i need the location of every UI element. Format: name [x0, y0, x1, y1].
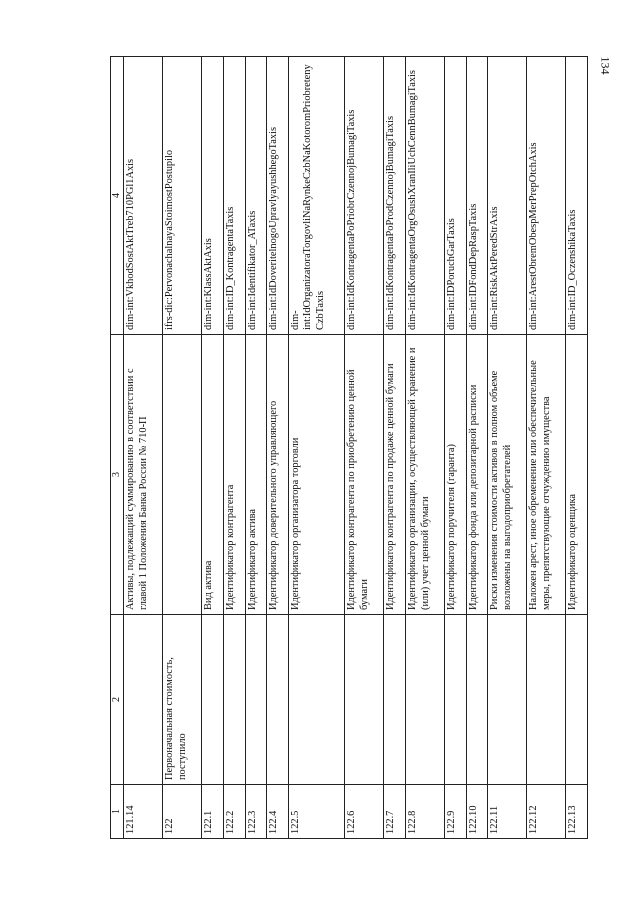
row-name-cell — [488, 615, 527, 785]
row-number-cell: 122.2 — [223, 785, 245, 839]
row-code-cell: dim-int:Identifikator_ATaxis — [245, 57, 267, 335]
rotated-table-wrapper — [110, 57, 588, 839]
row-description-cell: Идентификатор организации, осуществляющей хранение и (или) учет ценной бумаги — [405, 335, 444, 615]
row-number-cell: 121.14 — [124, 785, 163, 839]
row-name-cell: Первоначальная стоимость, поступило — [163, 615, 202, 785]
row-description-cell: Идентификатор контрагента по приобретению ценной бумаги — [345, 335, 384, 615]
row-code-cell: dim-int:ID_OczenshikaTaxis — [566, 57, 588, 335]
row-number-cell: 122.9 — [444, 785, 466, 839]
table-row — [245, 57, 267, 839]
table-row — [202, 57, 224, 839]
row-number-cell: 122.10 — [466, 785, 488, 839]
row-name-cell — [245, 615, 267, 785]
table-body — [124, 57, 588, 839]
row-name-cell — [405, 615, 444, 785]
row-code-cell: dim-int:IdOrganizatoraTorgovliNaRynkeCzbNaKotoromPriobretenyCzbTaxis — [288, 57, 345, 335]
row-number-cell: 122.6 — [345, 785, 384, 839]
table-row — [527, 57, 566, 839]
row-code-cell: dim-int:ArestObremObespMerPrepOtchAxis — [527, 57, 566, 335]
row-description-cell: Наложен арест, иное обременение или обеспечительные меры, препятствующие отчуждению имущества — [527, 335, 566, 615]
table-row — [488, 57, 527, 839]
row-name-cell — [384, 615, 406, 785]
row-name-cell — [267, 615, 289, 785]
page-number: 134 — [598, 56, 613, 75]
row-description-cell: Идентификатор фонда или депозитарной расписки — [466, 335, 488, 615]
table-row — [444, 57, 466, 839]
row-name-cell — [288, 615, 345, 785]
row-description-cell: Идентификатор оценщика — [566, 335, 588, 615]
table-row — [566, 57, 588, 839]
column-header: 4 — [111, 57, 124, 335]
row-description-cell: Идентификатор контрагента по продаже ценной бумаги — [384, 335, 406, 615]
row-name-cell — [202, 615, 224, 785]
row-number-cell: 122.3 — [245, 785, 267, 839]
row-code-cell: dim-int:IdDoveritelnogoUpravlyayushhegoTaxis — [267, 57, 289, 335]
table-row — [405, 57, 444, 839]
row-code-cell: dim-int:IDFondDepRaspTaxis — [466, 57, 488, 335]
row-number-cell: 122.1 — [202, 785, 224, 839]
row-code-cell: dim-int:IdKontragentaOrgOsushXranIliUchCennBumagiTaxis — [405, 57, 444, 335]
row-number-cell: 122.11 — [488, 785, 527, 839]
row-number-cell: 122.12 — [527, 785, 566, 839]
row-number-cell: 122.7 — [384, 785, 406, 839]
table-row — [267, 57, 289, 839]
row-code-cell: dim-int:ID_KontragentaTaxis — [223, 57, 245, 335]
row-name-cell — [223, 615, 245, 785]
row-code-cell: dim-int:IDPoruchGarTaxis — [444, 57, 466, 335]
row-number-cell: 122.13 — [566, 785, 588, 839]
row-description-cell: Активы, подлежащий суммированию в соответствии с главой 1 Положения Банка России № 710-П — [124, 335, 163, 615]
table-row — [288, 57, 345, 839]
column-header: 2 — [111, 615, 124, 785]
row-code-cell: dim-int:KlassAktAxis — [202, 57, 224, 335]
row-name-cell — [345, 615, 384, 785]
row-description-cell: Идентификатор актива — [245, 335, 267, 615]
row-description-cell: Риски изменения стоимости активов в полном объеме возложены на выгодоприобретателей — [488, 335, 527, 615]
row-number-cell: 122.5 — [288, 785, 345, 839]
row-code-cell: dim-int:RiskAktPeredStrAxis — [488, 57, 527, 335]
taxonomy-table — [110, 56, 588, 839]
row-number-cell: 122.4 — [267, 785, 289, 839]
row-description-cell: Идентификатор доверительного управляющего — [267, 335, 289, 615]
row-number-cell: 122 — [163, 785, 202, 839]
row-number-cell: 122.8 — [405, 785, 444, 839]
row-description-cell: Вид актива — [202, 335, 224, 615]
row-description-cell: Идентификатор поручителя (гаранта) — [444, 335, 466, 615]
row-name-cell — [466, 615, 488, 785]
table-row — [223, 57, 245, 839]
row-code-cell: dim-int:VkhodSostAktTreb710PGl1Axis — [124, 57, 163, 335]
table-row — [124, 57, 163, 839]
row-name-cell — [566, 615, 588, 785]
table-row — [466, 57, 488, 839]
table-row — [345, 57, 384, 839]
row-code-cell: ifrs-dic:PervonachalnayaStoimostPostupilo — [163, 57, 202, 335]
row-name-cell — [444, 615, 466, 785]
column-header: 1 — [111, 785, 124, 839]
column-header: 3 — [111, 335, 124, 615]
table-row — [384, 57, 406, 839]
row-description-cell: Идентификатор контрагента — [223, 335, 245, 615]
row-name-cell — [124, 615, 163, 785]
table-header-row — [111, 57, 124, 839]
row-description-cell: Идентификатор организатора торговли — [288, 335, 345, 615]
row-description-cell — [163, 335, 202, 615]
row-code-cell: dim-int:IdKontragentaPoPriobrCzennojBumagiTaxis — [345, 57, 384, 335]
row-code-cell: dim-int:IdKontragentaPoProdCzennojBumagiTaxis — [384, 57, 406, 335]
row-name-cell — [527, 615, 566, 785]
table-row — [163, 57, 202, 839]
